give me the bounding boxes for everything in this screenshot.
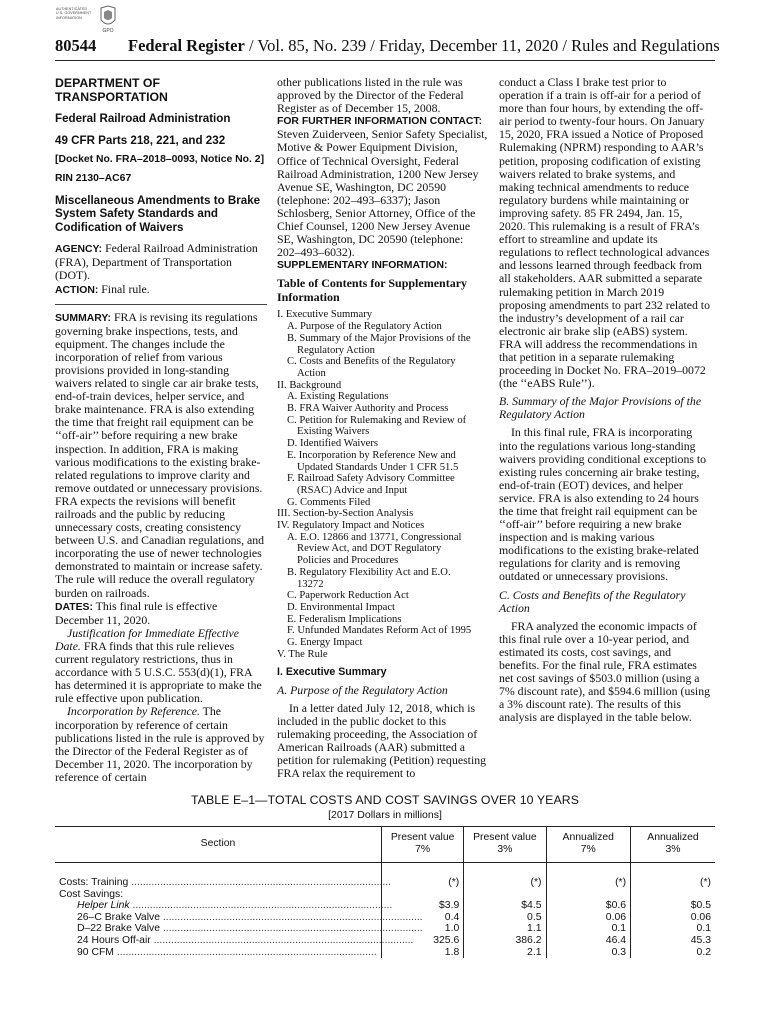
section-heading: I. Executive Summary (277, 665, 387, 678)
row-label-cell (55, 900, 393, 912)
agency-paragraph: AGENCY: Federal Railroad Administration (FRA), Department of Transportation (DOT). (55, 241, 258, 283)
body-paragraph: conduct a Class I brake test prior to operation if a train is off-air for a period of more than four hours, by extending the off-air period to twenty-four hours. On January 15, 2020, FRA issued a Notice of Proposed Rulemaking (NPRM) responding to AAR’s petition, proposing codification of existing waivers related to brake systems, and making technical amendments to reduce regulatory burdens while maintaining or improving safety. 85 FR 2494, Jan. 15, 2020. This rulemaking is a result of FRA’s effort to streamline and update its regulations to reflect technological advances and lessons learned through feedback from all stakeholders. AAR submitted a separate rulemaking petition in March 2019 proposing amendments to part 232 related to the industry’s development of a rail car electronic air brake slip (eABS) system. FRA will address the recommendations in that petition in a separate rulemaking proceeding in Docket No. FRA–2019–0072 (the ‘‘eABS Rule’’). (499, 75, 710, 391)
column-2 (277, 76, 489, 780)
toc-entry: Existing Waivers (297, 426, 370, 438)
toc-entry: D. Identified Waivers (287, 438, 379, 450)
svg-text:GPO: GPO (102, 28, 114, 34)
body-paragraph: FRA analyzed the economic impacts of this final rule over a 10-year period, and estimated its costs, cost savings, and benefits. For the final rule, FRA estimates net cost savings of $503.0 million (using a 7% discount rate), and $594.6 million (using a 3% discount rate). The results of this analysis are displayed in the table below. (499, 618, 711, 725)
row-label-cell (55, 863, 392, 889)
administration-heading: Federal Railroad Administration (55, 112, 231, 125)
dot-leader: .......................................................................................... (113, 946, 377, 958)
column-3 (499, 76, 711, 725)
value-cell: 0.06 (631, 912, 715, 924)
value-cell: $0.5 (631, 900, 715, 912)
column-header: Annualized 7% (546, 827, 631, 863)
table-row (55, 947, 715, 959)
value-cell: 0.06 (546, 912, 631, 924)
dot-leader: .......................................................................................... (129, 900, 393, 912)
row-label: D–22 Brake Valve (77, 923, 160, 935)
row-label: Costs: Training (59, 877, 129, 888)
page-number: 80544 (55, 36, 97, 55)
column-header: Present value 3% (464, 827, 546, 863)
summary-label: SUMMARY: (55, 312, 111, 324)
value-cell: 1.8 (382, 947, 464, 959)
toc-title: Table of Contents for Supplementary Information (277, 276, 468, 304)
value-cell (631, 889, 715, 901)
justification-paragraph: Justification for Immediate Effective Date. FRA finds that this rule relieves current regulatory restrictions, thus in accordance with 5 U.S.C. 553(d)(1), FRA has determined it is appropriate to make the rule effective upon publication. (55, 625, 262, 706)
eagle-seal-icon (98, 4, 118, 34)
value-cell: $4.5 (464, 900, 546, 912)
toc-entry: Action (297, 367, 326, 379)
value-cell: $3.9 (382, 900, 464, 912)
rule-title: Miscellaneous Amendments to Brake System Safety Standards and Codification of Waivers (55, 194, 261, 234)
table-row (55, 935, 715, 947)
value-cell: (*) (464, 863, 546, 889)
toc-entry: Review Act, and DOT Regulatory (297, 543, 442, 555)
toc-entry: Regulatory Action (297, 344, 375, 356)
action-label: ACTION: (55, 284, 99, 296)
toc-entry: D. Environmental Impact (287, 601, 395, 613)
value-cell: 0.3 (546, 947, 631, 959)
subsection-heading: A. Purpose of the Regulatory Action (277, 682, 448, 697)
dot-leader: .......................................................................................... (159, 923, 423, 935)
agency-label: AGENCY: (55, 244, 103, 256)
value-cell: 0.2 (631, 947, 715, 959)
value-cell: 0.1 (631, 923, 715, 935)
contact-paragraph: Steven Zuiderveen, Senior Safety Specialist, Motive & Power Equipment Division, Office of Technical Oversight, Federal Railroad Administration, 1200 New Jersey Avenue SE, Washington, DC 20590 (telephone: 202–493–6337); Jason Schlosberg, Senior Attorney, Office of the Chief Counsel, 1200 New Jersey Avenue SE, Washington, DC 20590 (telephone: 202–493–6032). (277, 127, 488, 260)
table-row (55, 912, 715, 924)
value-cell: 0.5 (464, 912, 546, 924)
value-cell: 2.1 (464, 947, 546, 959)
toc-entry: III. Section-by-Section Analysis (277, 508, 414, 520)
dot-leader: .......................................................................................... (128, 877, 392, 888)
value-cell: (*) (382, 863, 464, 889)
table-row (55, 900, 715, 912)
toc-entry: F. Railroad Safety Advisory Committee (287, 473, 455, 485)
row-label-cell (55, 934, 414, 947)
toc-entry: (RSAC) Advice and Input (297, 484, 408, 496)
value-cell: $0.6 (546, 900, 631, 912)
publication-name: Federal Register (128, 36, 245, 55)
action-paragraph: ACTION: Final rule. (55, 281, 150, 296)
toc-entry: A. Existing Regulations (287, 391, 389, 403)
value-cell: 46.4 (546, 935, 631, 947)
table-row (55, 863, 715, 889)
header-rule (55, 60, 715, 61)
row-label-cell (55, 923, 423, 935)
department-heading: DEPARTMENT OF TRANSPORTATION (55, 76, 168, 104)
supplementary-label: SUPPLEMENTARY INFORMATION: (277, 260, 448, 272)
toc-entry: A. Purpose of the Regulatory Action (287, 321, 442, 333)
body-paragraph: In this final rule, FRA is incorporating into the regulations various long-standing waivers providing conditional exceptions to existing rules concerning air brake testing, end-of-train (EOT) devices, and helper service. FRA is also extending to 24 hours the time that freight rail equipment can be ‘‘off-air’’ before requiring a new brake inspection and is making various modifications to the existing brake-related regulations for clarity and is removing outdated or unnecessary provisions. (499, 425, 707, 584)
subsection-heading: B. Summary of the Major Provisions of the Regulatory Action (499, 394, 702, 422)
toc-entry: B. Summary of the Major Provisions of the (287, 332, 471, 344)
row-label: 24 Hours Off-air (77, 934, 151, 946)
value-cell: 45.3 (631, 935, 715, 947)
value-cell: (*) (631, 863, 715, 889)
value-cell (464, 889, 546, 901)
toc-entry: B. FRA Waiver Authority and Process (287, 403, 449, 415)
toc-entry: G. Comments Filed (287, 496, 371, 508)
gpo-authentication-seal (56, 4, 118, 36)
value-cell: 0.1 (546, 923, 631, 935)
toc-entry: IV. Regulatory Impact and Notices (277, 520, 425, 532)
purpose-paragraph: In a letter dated July 12, 2018, which is included in the public docket to this rulemaking proceeding, the Association of American Railroads (AAR) submitted a petition for rulemaking (Petition) requesting FRA relax the requirement to (277, 700, 487, 781)
toc-entry: E. Federalism Implications (287, 613, 402, 625)
dot-leader: .......................................................................................... (150, 934, 414, 946)
column-header: Annualized 3% (631, 827, 715, 863)
toc-entry: Updated Standards Under 1 CFR 51.5 (297, 461, 459, 473)
toc-entry: C. Costs and Benefits of the Regulatory (287, 356, 456, 368)
value-cell: 1.0 (382, 923, 464, 935)
continuation-paragraph: other publications listed in the rule was approved by the Director of the Federal Register as of December 15, 2008. (277, 75, 464, 116)
column-header: Present value 7% (382, 827, 464, 863)
toc-entry: 13272 (297, 578, 324, 590)
toc-entry: C. Paperwork Reduction Act (287, 590, 409, 602)
summary-paragraph: SUMMARY: FRA is revising its regulations governing brake inspections, tests, and equipment. The changes include the incorporation of relief from various provisions provided in long-standing waivers related to single car air brake tests, end-of-train devices, helper service, and brake maintenance. FRA is also extending the time that freight rail equipment can be ‘‘off-air’’ before requiring a new brake inspection. In addition, FRA is making various modifications to the existing brake-related regulations to improve clarity and remove outdated or unnecessary provisions. FRA expects the revisions will benefit railroads and the public by reducing unnecessary costs, creating consistency between U.S. and Canadian regulations, and incorporating the use of newer technologies demonstrated to maintain or increase safety. The rule will reduce the overall regulatory burden on railroads. (55, 309, 265, 600)
toc-entry: G. Energy Impact (287, 637, 363, 649)
toc-entry: E. Incorporation by Reference New and (287, 449, 456, 461)
row-label: Helper Link (77, 900, 130, 912)
toc-entry: C. Petition for Rulemaking and Review of (287, 414, 467, 426)
issue-info: / Vol. 85, No. 239 / Friday, December 11, 2020 / Rules and Regulations (244, 36, 720, 55)
value-cell: 386.2 (464, 935, 546, 947)
value-cell: 325.6 (382, 935, 464, 947)
table-row (55, 923, 715, 935)
cfr-parts: 49 CFR Parts 218, 221, and 232 (55, 134, 226, 147)
value-cell: 0.4 (382, 912, 464, 924)
toc-entry: F. Unfunded Mandates Reform Act of 1995 (287, 625, 472, 637)
contact-label: FOR FURTHER INFORMATION CONTACT: (277, 116, 483, 128)
table-subtitle: [2017 Dollars in millions] (328, 809, 442, 821)
subsection-heading: C. Costs and Benefits of the Regulatory Action (499, 587, 686, 615)
rin-number: RIN 2130–AC67 (55, 173, 132, 184)
dot-leader: .......................................................................................... (159, 911, 423, 923)
value-cell: 1.1 (464, 923, 546, 935)
table-title: TABLE E–1—TOTAL COSTS AND COST SAVINGS OVER 10 YEARS (190, 793, 580, 807)
toc-entry: A. E.O. 12866 and 13771, Congressional (287, 531, 462, 543)
value-cell (546, 889, 631, 901)
column-header: Section (55, 827, 382, 863)
table-of-contents (277, 309, 489, 660)
table-row (55, 889, 715, 901)
row-label: Cost Savings: (59, 888, 124, 900)
table-header-row (55, 827, 715, 863)
toc-entry: II. Background (277, 379, 342, 391)
divider (55, 304, 267, 305)
toc-entry: Policies and Procedures (297, 555, 399, 567)
column-1 (55, 76, 267, 784)
dates-label: DATES: (55, 601, 93, 613)
toc-entry: I. Executive Summary (277, 309, 373, 321)
row-label: 90 CFM (77, 946, 114, 958)
toc-entry: V. The Rule (277, 648, 328, 660)
cost-savings-table (55, 826, 715, 958)
running-header (55, 36, 720, 56)
row-label-cell (55, 911, 423, 924)
docket-number: [Docket No. FRA–2018–0093, Notice No. 2] (55, 154, 265, 165)
row-label-cell (55, 947, 382, 959)
row-label: 26–C Brake Valve (77, 911, 160, 923)
value-cell (382, 889, 464, 901)
seal-text: AUTHENTICATED U.S. GOVERNMENT INFORMATION (56, 7, 92, 20)
value-cell: (*) (546, 863, 631, 889)
ibr-paragraph: Incorporation by Reference. The incorporation by reference of certain publications listed in the rule is approved by the Director of the Federal Register as of December 11, 2020. The incorporation by reference of certain (55, 704, 265, 784)
toc-entry: B. Regulatory Flexibility Act and E.O. (287, 566, 451, 578)
row-label-cell (55, 889, 382, 901)
dates-paragraph: DATES: This final rule is effective December 11, 2020. (55, 598, 218, 627)
